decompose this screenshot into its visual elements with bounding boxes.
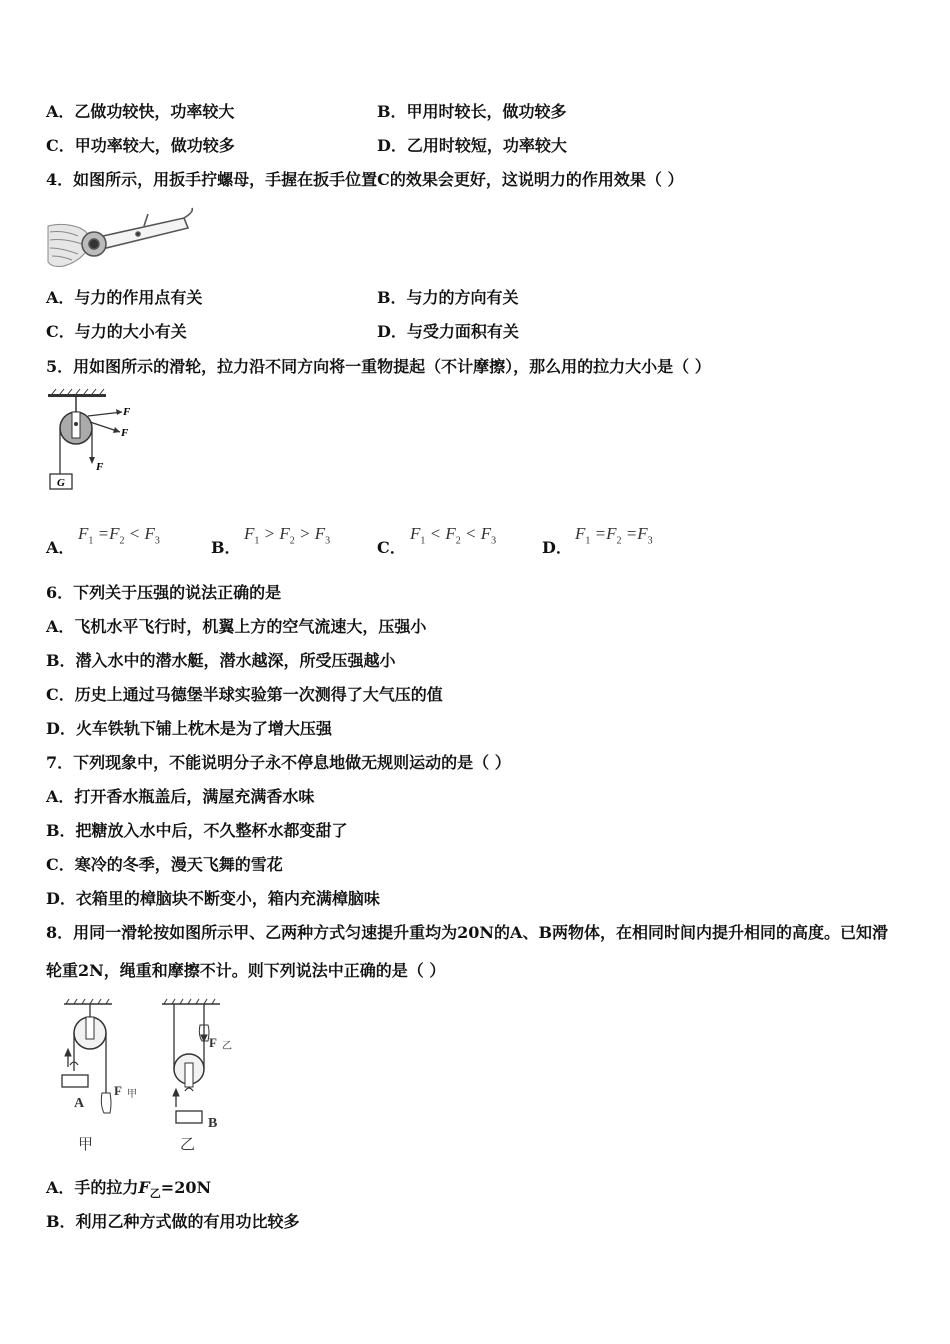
q5-option-c-formula: $F_1 < F_2 < F_3$ [410,524,497,547]
q7-option-d: D．衣箱里的樟脑块不断变小，箱内充满樟脑味 [46,889,380,908]
q4-option-a: A．与力的作用点有关 [46,288,203,307]
q5-option-d-letter: D． [542,538,572,557]
q6-option-d: D．火车铁轨下铺上枕木是为了增大压强 [46,719,332,738]
f-yi-label: F [209,1035,217,1050]
q3-option-b: B．甲用时较长，做功较多 [377,102,567,121]
q6-option-b: B．潜入水中的潜水艇，潜水越深，所受压强越小 [46,651,396,670]
yi-setup [162,999,220,1123]
q8-stem-line1: 8．用同一滑轮按如图所示甲、乙两种方式匀速提升重均为20N的A、B两物体，在相同时间内提升相同的高度。已知滑 [46,923,888,942]
f3-label: F [96,461,104,473]
q5-option-b-formula: $F_1 > F_2 > F_3$ [244,524,331,547]
yi-caption: 乙 [180,1137,196,1153]
q6-option-c: C．历史上通过马德堡半球实验第一次测得了大气压的值 [46,685,443,704]
q7-option-b: B．把糖放入水中后，不久整杯水都变甜了 [46,821,348,840]
pulley-figure [44,388,144,494]
q3-option-c: C．甲功率较大，做功较多 [46,136,235,155]
wrench [82,208,192,256]
q4-stem: 4．如图所示，用扳手拧螺母，手握在扳手位置C的效果会更好，这说明力的作用效果（ ） [46,170,684,189]
q6-option-a: A．飞机水平飞行时，机翼上方的空气流速大，压强小 [46,617,427,636]
q4-option-c: C．与力的大小有关 [46,322,187,341]
q5-option-c-letter: C． [377,538,406,557]
block-a-label: A [74,1096,85,1111]
q5-option-a-letter: A． [46,538,75,557]
ceiling [48,389,106,397]
jia-caption: 甲 [78,1137,94,1153]
q3-option-a: A．乙做功较快，功率较大 [46,102,235,121]
f-yi-subscript: 乙 [222,1041,232,1052]
g-label: G [57,477,65,489]
q3-option-d: D．乙用时较短，功率较大 [377,136,567,155]
q7-option-c: C．寒冷的冬季，漫天飞舞的雪花 [46,855,283,874]
block-b-label: B [208,1116,218,1131]
q7-stem: 7．下列现象中，不能说明分子永不停息地做无规则运动的是（ ） [46,753,511,772]
f2-label: F [121,427,129,439]
q5-option-a-formula: $F_1 =F_2 < F_3$ [78,524,160,547]
pulley-methods-figure [52,995,252,1157]
q4-option-d: D．与受力面积有关 [377,322,519,341]
q4-option-b: B．与力的方向有关 [377,288,519,307]
f-jia-label: F [114,1083,122,1098]
jia-setup [62,999,112,1113]
q7-option-a: A．打开香水瓶盖后，满屋充满香水味 [46,787,315,806]
q6-stem: 6．下列关于压强的说法正确的是 [46,583,282,602]
q5-option-b-letter: B． [211,538,241,557]
q8-option-a: A．手的拉力$F_乙=20N$ [46,1178,212,1201]
q8-stem-line2: 轮重2N，绳重和摩擦不计。则下列说法中正确的是（ ） [46,961,446,980]
q5-stem: 5．用如图所示的滑轮，拉力沿不同方向将一重物提起（不计摩擦），那么用的拉力大小是（ ） [46,357,711,376]
q5-option-d-formula: $F_1 =F_2 =F_3$ [575,524,653,547]
f1-label: F [123,406,131,418]
q8-option-b: B．利用乙种方式做的有用功比较多 [46,1212,300,1231]
wrench-figure [44,204,200,272]
f-jia-subscript: 甲 [127,1089,137,1100]
